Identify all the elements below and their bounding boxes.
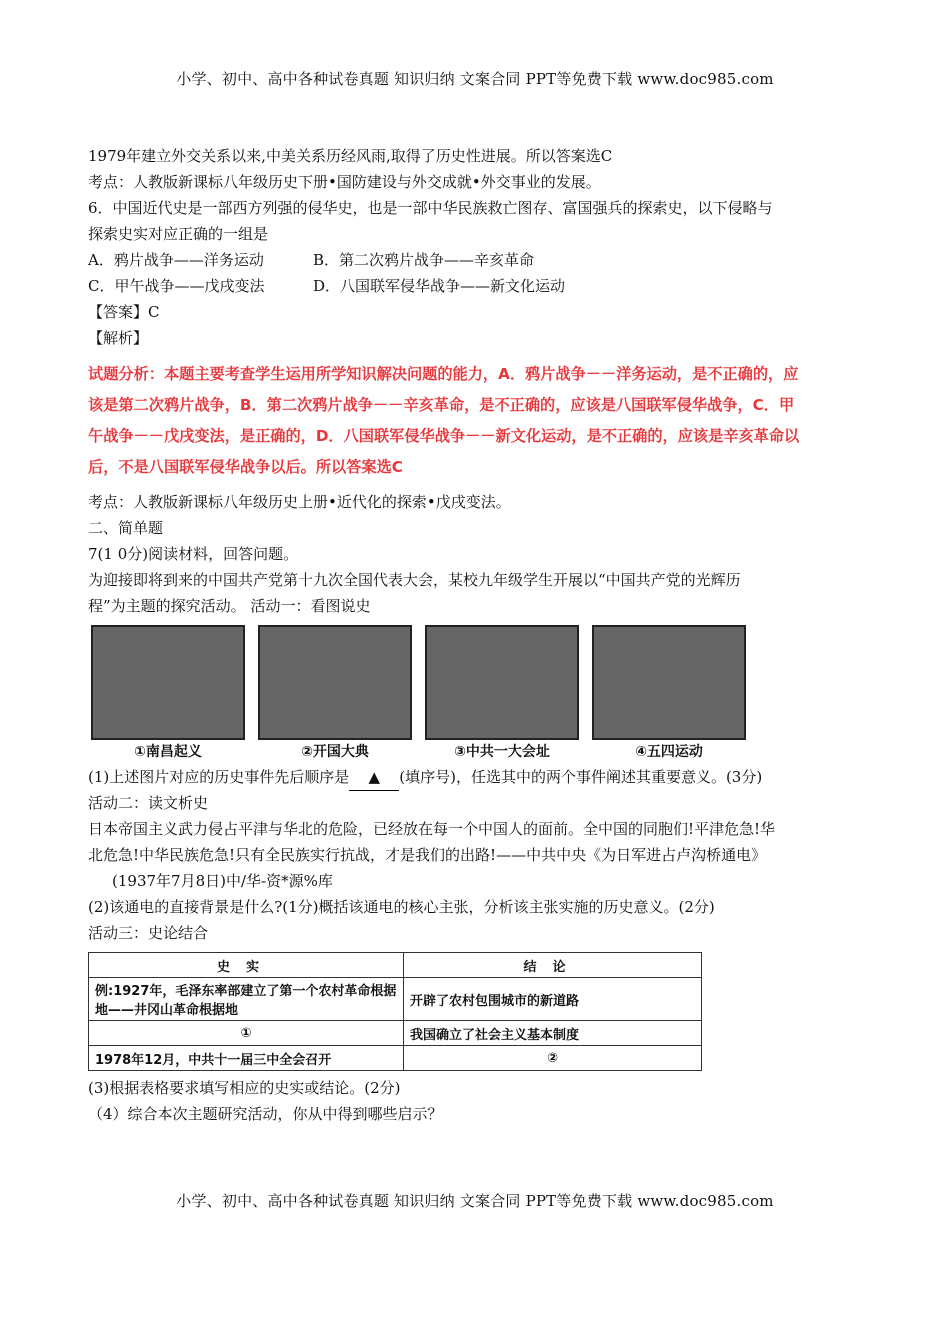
answer-blank[interactable]: ▲ xyxy=(349,764,399,791)
photo-caption: ②开国大典 xyxy=(301,744,369,760)
nanchang-photo-icon xyxy=(91,625,245,740)
table-cell: 1978年12月，中共十一届三中全会召开 xyxy=(89,1046,404,1071)
material-intro: 为迎接即将到来的中国共产党第十九次全国代表大会，某校九年级学生开展以“中国共产党的光辉历 xyxy=(88,571,741,589)
sub-question-2: (2)该通电的直接背景是什么?(1分)概括该通电的核心主张，分析该主张实施的历史意义。(2分) xyxy=(88,898,715,916)
history-table xyxy=(88,952,702,1071)
sub-question-1: (1)上述图片对应的历史事件先后顺序是 ▲ (填序号)，任选其中的两个事件阐述其重要意义。(3分) xyxy=(88,764,878,790)
page-header: 小学、初中、高中各种试卷真题 知识归纳 文案合同 PPT等免费下载 www.doc985.com xyxy=(176,70,774,88)
question-6: 6．中国近代史是一部西方列强的侵华史，也是一部中华民族救亡图存、富国强兵的探索史，以下侵略与 xyxy=(88,199,773,217)
kaodian: 考点：人教版新课标八年级历史上册•近代化的探索•戊戌变法。 xyxy=(88,493,511,511)
section-title: 二、简单题 xyxy=(88,519,164,537)
table-cell: 例:1927年，毛泽东率部建立了第一个农村革命根据地——井冈山革命根据地 xyxy=(89,978,404,1021)
table-cell: ② xyxy=(404,1046,702,1071)
photo-row xyxy=(91,625,878,764)
photo-caption: ④五四运动 xyxy=(635,744,703,760)
option-c: C．甲午战争——戊戌变法 xyxy=(88,277,265,295)
sub-question-3: (3)根据表格要求填写相应的史实或结论。(2分) xyxy=(88,1079,401,1097)
text-line: 考点：人教版新课标八年级历史下册•国防建设与外交成就•外交事业的发展。 xyxy=(88,173,601,191)
option-b: B．第二次鸦片战争——辛亥革命 xyxy=(313,251,535,269)
answer: 【答案】C xyxy=(88,303,160,321)
question-6-cont: 探索史实对应正确的一组是 xyxy=(88,225,269,243)
wusi-photo-icon xyxy=(592,625,746,740)
options-cd xyxy=(88,273,878,299)
page-footer: 小学、初中、高中各种试卷真题 知识归纳 文案合同 PPT等免费下载 www.doc985.com xyxy=(176,1192,774,1210)
material-date: (1937年7月8日)中/华-资*源%库 xyxy=(112,872,333,890)
options-ab xyxy=(88,247,878,273)
analysis-text: 午战争－－戊戌变法，是正确的，D．八国联军侵华战争－－新文化运动，是不正确的，应该是辛亥革命以 xyxy=(88,427,800,445)
analysis-text: 该是第二次鸦片战争，B．第二次鸦片战争－－辛亥革命，是不正确的，应该是八国联军侵华战争，C．甲 xyxy=(88,396,795,414)
material-text: 北危急!中华民族危急!只有全民族实行抗战，才是我们的出路!——中共中央《为日军进占卢沟桥通电》 xyxy=(88,846,767,864)
photo-item xyxy=(592,625,746,764)
analysis-text: 后，不是八国联军侵华战争以后。所以答案选C xyxy=(88,458,403,476)
table-row xyxy=(89,1046,702,1071)
table-cell: ① xyxy=(89,1021,404,1046)
activity-3: 活动三：史论结合 xyxy=(88,924,209,942)
photo-caption: ①南昌起义 xyxy=(134,744,202,760)
yida-photo-icon xyxy=(425,625,579,740)
photo-item xyxy=(258,625,412,764)
table-cell: 开辟了农村包围城市的新道路 xyxy=(404,978,702,1021)
analysis-text: 试题分析：本题主要考查学生运用所学知识解决问题的能力，A．鸦片战争－－洋务运动，是不正确的，应 xyxy=(88,365,799,383)
content xyxy=(88,143,878,1127)
option-d: D．八国联军侵华战争——新文化运动 xyxy=(313,277,566,295)
table-row xyxy=(89,1021,702,1046)
material-text: 日本帝国主义武力侵占平津与华北的危险，已经放在每一个中国人的面前。全中国的同胞们!平津危急!华 xyxy=(88,820,776,838)
table-cell: 我国确立了社会主义基本制度 xyxy=(404,1021,702,1046)
photo-item xyxy=(91,625,245,764)
table-row xyxy=(89,978,702,1021)
activity-2: 活动二：读文析史 xyxy=(88,794,209,812)
photo-caption: ③中共一大会址 xyxy=(454,744,550,760)
text-line: 1979年建立外交关系以来,中美关系历经风雨,取得了历史性进展。所以答案选C xyxy=(88,147,613,165)
sub-question-4: （4）综合本次主题研究活动，你从中得到哪些启示？ xyxy=(88,1105,443,1123)
material-intro-cont: 程”为主题的探究活动。 活动一：看图说史 xyxy=(88,597,371,615)
table-header: 史实 xyxy=(89,953,404,978)
photo-item xyxy=(425,625,579,764)
kaiguo-photo-icon xyxy=(258,625,412,740)
question-7: 7(1 0分)阅读材料，回答问题。 xyxy=(88,545,299,563)
analysis-label: 【解析】 xyxy=(88,329,149,347)
table-header: 结论 xyxy=(404,953,702,978)
option-a: A．鸦片战争——洋务运动 xyxy=(88,251,264,269)
